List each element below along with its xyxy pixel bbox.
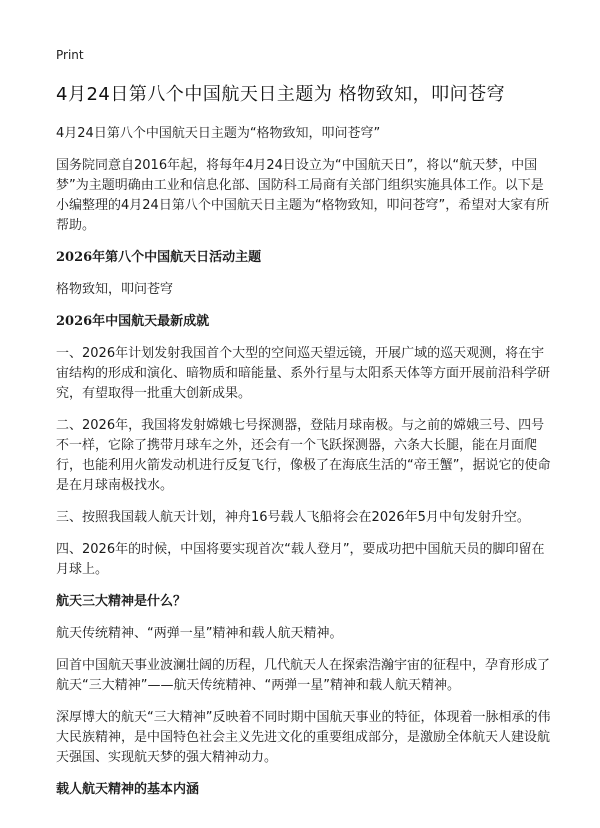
achievement-item: 一、2026年计划发射我国首个大型的空间巡天望远镜，开展广域的巡天观测，将在宇宙结构的形成和演化、暗物质和暗能量、系外行星与太阳系天体等方面开展前沿科学研究，有望取得一批重大创新成果。: [56, 346, 551, 401]
section-heading-theme: 2026年第八个中国航天日活动主题: [56, 250, 262, 265]
section-heading-spirit: 航天三大精神是什么？: [56, 594, 187, 609]
spirit-paragraph: 航天传统精神、“两弹一星”精神和载人航天精神。: [56, 626, 343, 641]
subtitle: 4月24日第八个中国航天日主题为“格物致知，叩问苍穹”: [56, 126, 381, 141]
theme-text: 格物致知，叩问苍穹: [56, 282, 174, 297]
print-link[interactable]: Print: [56, 48, 84, 62]
achievement-item: 四、2026年的时候，中国将要实现首次“载人登月”，要成功把中国航天员的脚印留在月球上。: [56, 542, 545, 577]
achievement-item: 三、按照我国载人航天计划，神舟16号载人飞船将会在2026年5月中旬发射升空。: [56, 510, 530, 525]
intro-paragraph: 国务院同意自2016年起，将每年4月24日设立为“中国航天日”，将以“航天梦，中国梦”为主题明确由工业和信息化部、国防科工局商有关部门组织实施具体工作。以下是小编整理的4月24日第八个中国航天日主题为“格物致知，叩问苍穹”，希望对大家有所帮助。: [56, 158, 550, 233]
spirit-paragraph: 回首中国航天事业波澜壮阔的历程，几代航天人在探索浩瀚宇宙的征程中，孕育形成了航天“三大精神”——航天传统精神、“两弹一星”精神和载人航天精神。: [56, 658, 551, 693]
section-heading-achievements: 2026年中国航天最新成就: [56, 314, 210, 329]
page-title: 4月24日第八个中国航天日主题为 格物致知，叩问苍穹: [56, 84, 506, 105]
achievement-item: 二、2026年，我国将发射嫦娥七号探测器，登陆月球南极。与之前的嫦娥三号、四号不一样，它除了携带月球车之外，还会有一个飞跃探测器，六条大长腿，能在月面爬行，也能利用火箭发动机进行反复飞行，像极了在海底生活的“帝王蟹”，据说它的使命是在月球南极找水。: [56, 418, 551, 493]
spirit-paragraph: 深厚博大的航天“三大精神”反映着不同时期中国航天事业的特征，体现着一脉相承的伟大民族精神，是中国特色社会主义先进文化的重要组成部分，是激励全体航天人建设航天强国、实现航天梦的强大精神动力。: [56, 710, 551, 765]
section-heading-manned-spirit: 载人航天精神的基本内涵: [56, 782, 200, 797]
